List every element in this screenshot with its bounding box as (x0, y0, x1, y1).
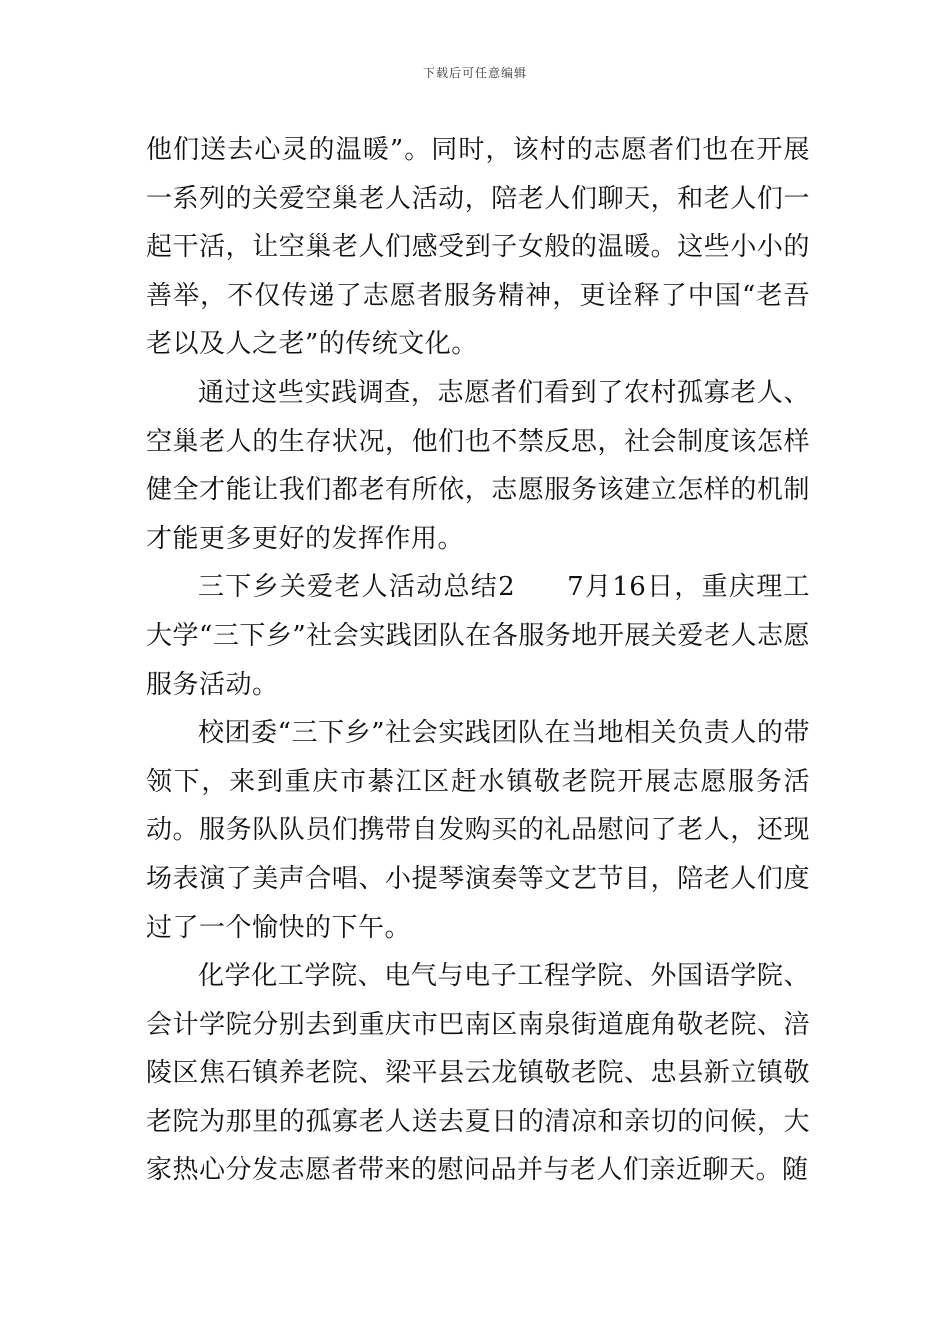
paragraph-4: 校团委“三下乡”社会实践团队在当地相关负责人的带领下，来到重庆市綦江区赶水镇敬老院开展志愿服务活动。服务队队员们携带自发购买的礼品慰问了老人，还现场表演了美声合唱、小提琴演奏等文艺节目，陪老人们度过了一个愉快的下午。 (146, 718, 810, 943)
paragraph-1: 他们送去心灵的温暖”。同时，该村的志愿者们也在开展一系列的关爱空巢老人活动，陪老人们聊天，和老人们一起干活，让空巢老人们感受到子女般的温暖。这些小小的善举，不仅传递了志愿者服务精神，更诠释了中国“老吾老以及人之老”的传统文化。 (146, 135, 810, 360)
page-header-note: 下载后可任意编辑 (422, 66, 527, 80)
section-heading: 三下乡关爱老人活动总结2 (198, 572, 516, 603)
document-body (146, 126, 810, 1195)
paragraph-3 (146, 563, 810, 709)
paragraph-2: 通过这些实践调查，志愿者们看到了农村孤寡老人、空巢老人的生存状况，他们也不禁反思，社会制度该怎样健全才能让我们都老有所依，志愿服务该建立怎样的机制才能更多更好的发挥作用。 (146, 377, 810, 554)
paragraph-3-text: 7月16日，重庆理工大学“三下乡”社会实践团队在各服务地开展关爱老人志愿服务活动。 (146, 572, 810, 700)
paragraph-5: 化学化工学院、电气与电子工程学院、外国语学院、会计学院分别去到重庆市巴南区南泉街道鹿角敬老院、涪陵区焦石镇养老院、梁平县云龙镇敬老院、忠县新立镇敬老院为那里的孤寡老人送去夏日的清凉和亲切的问候，大家热心分发志愿者带来的慰问品并与老人们亲近聊天。随 (146, 961, 810, 1186)
